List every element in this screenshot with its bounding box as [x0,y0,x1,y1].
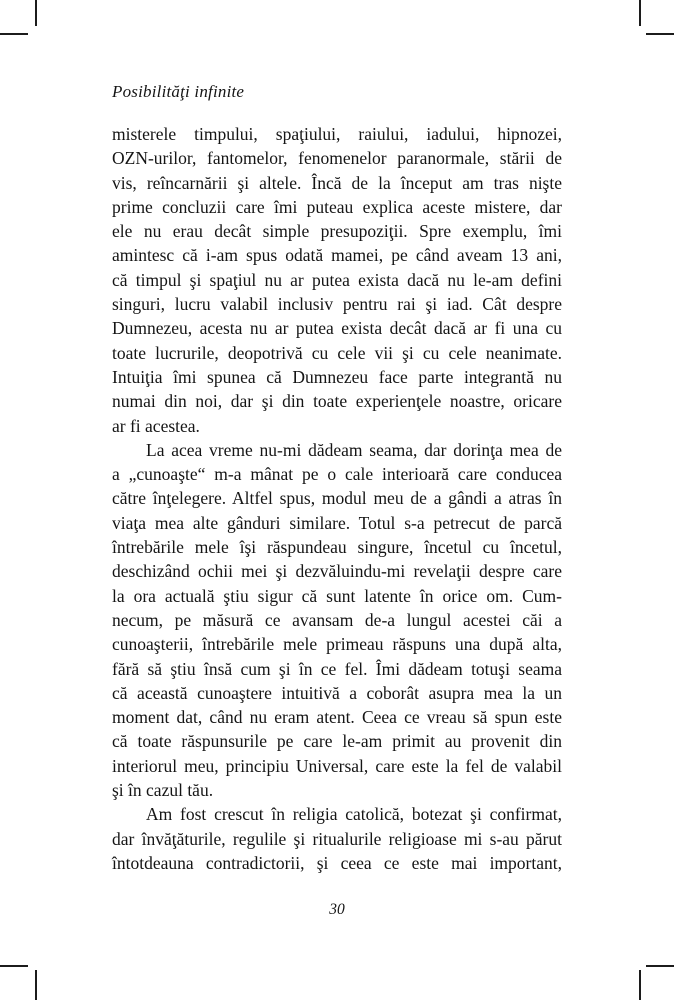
running-header: Posibilităţi infinite [112,82,245,101]
text-line: că toate răspunsurile pe care le-am primit au provenit din [112,731,562,752]
paragraph [112,802,562,875]
text-line: OZN-urilor, fantomelor, fenomenelor paranormale, stării de [112,148,562,169]
text-line: interiorul meu, principiu Universal, care este la fel de valabil [112,755,562,776]
crop-mark-bottom-right-horizontal [646,965,674,967]
text-line: întrebările mele îşi răspundeau singure, încetul cu încetul, [112,537,562,558]
text-line: ar fi acestea. [112,415,200,436]
crop-mark-top-left-horizontal [0,33,28,35]
crop-mark-bottom-left-horizontal [0,965,28,967]
text-line: fără să ştiu însă cum şi în ce fel. Îmi dădeam totuşi seama [112,658,562,679]
page-number: 30 [329,901,345,918]
text-line: La acea vreme nu-mi dădeam seama, dar dorinţa mea de [146,439,562,460]
crop-mark-bottom-left-vertical [35,970,37,1000]
text-line: deschizând ochii mei şi dezvăluindu-mi revelaţii despre care [112,561,562,582]
text-line: întotdeauna contradictorii, şi ceea ce este mai important, [112,852,562,873]
text-line: că această cunoaştere intuitivă a coborât asupra mea la un [112,682,562,703]
text-line: toate lucrurile, deopotrivă cu cele vii şi cu cele neanimate. [112,342,562,363]
body-text [112,122,562,875]
crop-mark-top-left-vertical [35,0,37,26]
text-line: moment dat, când nu eram atent. Ceea ce vreau să spun este [112,707,562,728]
paragraph [112,438,562,802]
text-line: necum, pe măsură ce avansam de-a lungul acestei căi a [112,609,562,630]
text-line: Intuiţia îmi spunea că Dumnezeu face parte integrantă nu [112,366,562,387]
text-line: vis, reîncarnării şi altele. Încă de la început am tras nişte [112,172,562,193]
text-line: că timpul şi spaţiul nu ar putea exista dacă nu le-am defini [112,269,562,290]
text-line: Am fost crescut în religia catolică, botezat şi confirmat, [146,804,562,825]
text-line: viaţa mea alte gânduri similare. Totul s-a petrecut de parcă [112,512,562,533]
text-line: a „cunoaşte“ m-a mânat pe o cale interioară care conducea [112,464,562,485]
text-line: amintesc că i-am spus odată mamei, pe când aveam 13 ani, [112,245,562,266]
text-line: către înţelegere. Altfel spus, modul meu de a gândi a atras în [112,488,562,509]
text-line: Dumnezeu, acesta nu ar putea exista decât dacă ar fi una cu [112,318,562,339]
text-line: cunoaşterii, întrebările mele primeau răspuns una după alta, [112,634,562,655]
text-line: singuri, lucru valabil inclusiv pentru rai şi iad. Cât despre [112,294,562,315]
crop-mark-top-right-horizontal [646,33,674,35]
text-line: prime concluzii care îmi puteau explica aceste mistere, dar [112,196,562,217]
text-line: numai din noi, dar şi din toate experienţele noastre, oricare [112,391,562,412]
crop-mark-top-right-vertical [639,0,641,26]
text-line: misterele timpului, spaţiului, raiului, iadului, hipnozei, [112,124,562,144]
text-line: şi în cazul tău. [112,780,214,801]
paragraph [112,122,562,438]
crop-mark-bottom-right-vertical [639,970,641,1000]
text-line: dar învăţăturile, regulile şi ritualurile religioase mi s-au părut [112,828,562,849]
text-line: ele nu erau decât simple presupoziţii. Spre exemplu, îmi [112,221,562,242]
text-line: la ora actuală ştiu sigur că sunt latente în orice om. Cum- [112,585,562,606]
